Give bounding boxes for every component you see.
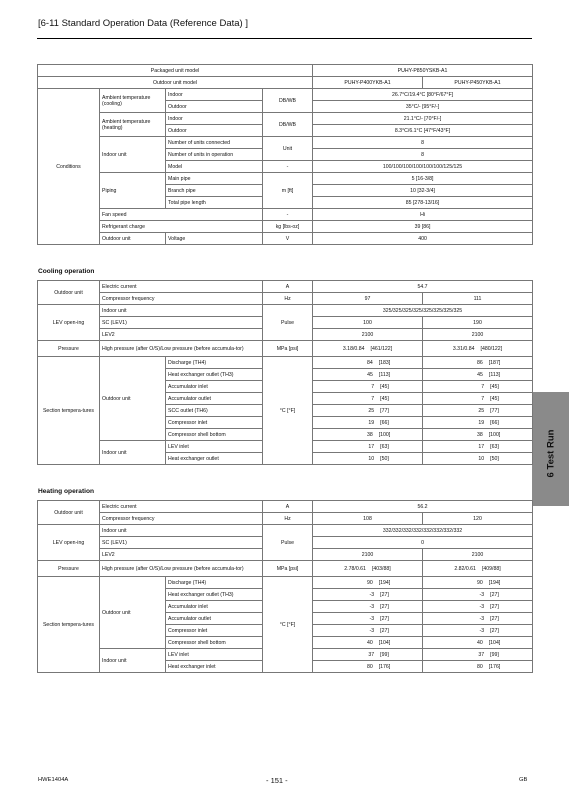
branch-pipe-value: 10 [32-3/4] [313,185,533,197]
cooling-pressure-unit: MPa [psi] [263,341,313,357]
value-number: 7 [371,383,375,390]
value-imperial: [45] [490,383,499,390]
temp-value-b [423,405,533,417]
cooling-lev-label: LEV open-ing [38,305,100,341]
cooling-temps-outdoor-label: Outdoor unit [100,357,166,441]
value-number: 80 [366,663,373,670]
heating-pulse-unit: Pulse [263,525,313,561]
temp-point-label: LEV inlet [166,649,263,661]
page-header-title: [6-11 Standard Operation Data (Reference Data) ] [38,18,248,29]
value-imperial: [183] [378,359,391,366]
heating-freq-label: Compressor frequency [100,513,263,525]
temp-value-a [313,637,423,649]
heating-temps-indoor-label: Indoor unit [100,649,166,673]
cooling-freq-unit: Hz [263,293,313,305]
value-imperial: [176] [488,663,501,670]
cooling-current-unit: A [263,281,313,293]
temp-value-a [313,589,423,601]
value-imperial: [66] [490,419,499,426]
temp-value-a [313,429,423,441]
value-number: -3 [369,603,375,610]
heating-sc-label: SC (LEV1) [100,537,263,549]
value-imperial: [176] [378,663,391,670]
cooling-pressure-b [423,341,533,357]
temp-value-b [423,381,533,393]
heating-section-title: Heating operation [38,488,95,495]
value-imperial: [100] [378,431,391,438]
value-imperial: [99] [490,651,499,658]
cooling-lev-indoor-value: 325/325/325/325/325/325/325/325 [313,305,533,317]
footer-region: GB [519,777,528,783]
heating-temps-body [38,577,533,673]
heating-current-unit: A [263,501,313,513]
value-number: 37 [478,651,485,658]
value-imperial: [27] [490,603,499,610]
temp-value-b [423,637,533,649]
temp-point-label: Accumulator outlet [166,613,263,625]
value-number: 86 [476,359,483,366]
heating-sc-value: 0 [313,537,533,549]
temp-value-a [313,405,423,417]
heating-lev2-b: 2100 [423,549,533,561]
heating-freq-unit: Hz [263,513,313,525]
cooling-outdoor-unit-label: Outdoor unit [38,281,100,305]
value-imperial: [27] [380,591,389,598]
temp-point-label: Compressor shell bottom [166,637,263,649]
main-pipe-label: Main pipe [166,173,263,185]
value-number: -3 [479,603,485,610]
value-imperial: [27] [380,615,389,622]
model-unit: - [263,161,313,173]
value-imperial: [194] [488,579,501,586]
temp-point-label: Heat exchanger outlet [166,453,263,465]
outdoor-model-label: Outdoor unit model [38,77,313,89]
temp-value-a [313,417,423,429]
value-imperial: [187] [488,359,501,366]
temp-point-label: Accumulator outlet [166,393,263,405]
temp-point-label: Compressor inlet [166,625,263,637]
temp-row [38,357,533,369]
cooling-temp-unit: °C [°F] [263,357,313,465]
value-number: 7 [481,383,485,390]
value-number: 80 [476,663,483,670]
temp-point-label: Heat exchanger inlet [166,661,263,673]
value-number: 38 [476,431,483,438]
heating-temps-outdoor-label: Outdoor unit [100,577,166,649]
refrigerant-charge-unit: kg [lbs-oz] [263,221,313,233]
model-value: 100/100/100/100/100/100/125/125 [313,161,533,173]
temp-value-b [423,613,533,625]
cooling-section-temps-label: Section tempera-tures [38,357,100,465]
cooling-indoor-value: 26.7°C/19.4°C [80°F/67°F] [313,89,533,101]
cooling-lev2-a: 2100 [313,329,423,341]
refrigerant-charge-label: Refrigerant charge [100,221,263,233]
temp-value-a [313,453,423,465]
value-imperial: [461/122] [370,345,393,352]
value-number: 17 [368,443,375,450]
branch-pipe-label: Branch pipe [166,185,263,197]
temp-point-label: Compressor shell bottom [166,429,263,441]
value-number: 84 [366,359,373,366]
value-number: 37 [368,651,375,658]
value-number: 40 [366,639,373,646]
heating-pressure-desc: High pressure (after O/S)/Low pressure (before accumula-tor) [100,561,263,577]
heating-temp-unit: °C [°F] [263,577,313,673]
value-imperial: [50] [380,455,389,462]
value-imperial: [403/88] [371,565,391,572]
temp-row [38,577,533,589]
value-number: 3.18/0.84 [342,345,365,352]
cooling-freq-b: 111 [423,293,533,305]
value-number: 2.78/0.61 [344,565,366,572]
outdoor-label: Outdoor [166,125,263,137]
value-imperial: [63] [490,443,499,450]
value-imperial: [113] [488,371,501,378]
cooling-current-value: 54.7 [313,281,533,293]
temp-value-a [313,577,423,589]
heating-table [37,500,533,673]
cooling-lev-indoor-label: Indoor unit [100,305,263,317]
fan-speed-label: Fan speed [100,209,263,221]
heating-current-label: Electric current [100,501,263,513]
cooling-section-title: Cooling operation [38,268,95,275]
side-tab-label: 6 Test Run [545,429,557,478]
cooling-freq-label: Compressor frequency [100,293,263,305]
main-pipe-value: 5 [16-3/8] [313,173,533,185]
value-number: 2.82/0.61 [454,565,476,572]
heating-outdoor-value: 8.3°C/6.1°C [47°F/43°F] [313,125,533,137]
ambient-cooling-label: Ambient temperature (cooling) [100,89,166,113]
ambient-heating-label: Ambient temperature (heating) [100,113,166,137]
indoor-unit-label: Indoor unit [100,137,166,173]
temp-point-label: Heat exchanger outlet (TH3) [166,369,263,381]
unit-unit: Unit [263,137,313,161]
temp-point-label: Heat exchanger outlet (TH3) [166,589,263,601]
value-imperial: [27] [490,615,499,622]
value-number: 7 [371,395,375,402]
cooling-sc-a: 100 [313,317,423,329]
cooling-temps-indoor-label: Indoor unit [100,441,166,465]
temp-value-a [313,601,423,613]
dbwb-unit: DB/WB [263,113,313,137]
indoor-label: Indoor [166,89,263,101]
value-imperial: [27] [380,603,389,610]
conditions-group-label: Conditions [38,89,100,245]
value-number: 90 [366,579,373,586]
temp-value-a [313,357,423,369]
temp-point-label: Accumulator inlet [166,601,263,613]
fan-speed-unit: - [263,209,313,221]
temp-point-label: Discharge (TH4) [166,357,263,369]
temp-value-b [423,649,533,661]
value-number: 3.31/0.84 [452,345,475,352]
value-number: -3 [479,591,485,598]
piping-label: Piping [100,173,166,209]
temp-value-a [313,613,423,625]
temp-value-b [423,369,533,381]
voltage-value: 400 [313,233,533,245]
heating-lev-indoor-value: 332/332/332/332/332/332/332/332 [313,525,533,537]
value-number: -3 [369,615,375,622]
temp-value-a [313,393,423,405]
footer-doc-code: HWE1404A [38,777,69,783]
temp-value-b [423,625,533,637]
cooling-pressure-desc: High pressure (after O/S)/Low pressure (before accumula-tor) [100,341,263,357]
heating-current-value: 56.2 [313,501,533,513]
cooling-pressure-label: Pressure [38,341,100,357]
cooling-lev2-label: LEV2 [100,329,263,341]
cooling-lev2-b: 2100 [423,329,533,341]
value-imperial: [27] [490,627,499,634]
value-imperial: [104] [488,639,501,646]
value-number: 40 [476,639,483,646]
heating-lev-label: LEV open-ing [38,525,100,561]
temp-value-b [423,577,533,589]
heating-outdoor-unit-label: Outdoor unit [38,501,100,525]
temp-value-b [423,589,533,601]
value-imperial: [45] [380,383,389,390]
value-imperial: [100] [488,431,501,438]
value-number: -3 [479,627,485,634]
total-pipe-label: Total pipe length [166,197,263,209]
value-number: 17 [478,443,485,450]
temp-value-b [423,453,533,465]
temp-value-a [313,441,423,453]
outdoor-model-a: PUHY-P400YKB-A1 [313,77,423,89]
conditions-table [37,64,533,245]
value-number: -3 [369,627,375,634]
temp-point-label: Accumulator inlet [166,381,263,393]
temp-value-b [423,661,533,673]
temp-point-label: Discharge (TH4) [166,577,263,589]
value-imperial: [480/122] [480,345,503,352]
value-imperial: [77] [380,407,389,414]
value-number: 19 [368,419,375,426]
units-connected-value: 8 [313,137,533,149]
value-number: 25 [368,407,375,414]
footer-page-number: - 151 - [266,776,288,785]
heating-pressure-label: Pressure [38,561,100,577]
heating-pressure-a [313,561,423,577]
temp-value-a [313,369,423,381]
value-imperial: [45] [490,395,499,402]
temp-point-label: SCC outlet (TH6) [166,405,263,417]
voltage-unit: V [263,233,313,245]
temp-value-b [423,429,533,441]
value-number: 10 [368,455,375,462]
units-operation-label: Number of units in operation [166,149,263,161]
units-operation-value: 8 [313,149,533,161]
value-imperial: [113] [378,371,391,378]
value-imperial: [45] [380,395,389,402]
cooling-table [37,280,533,465]
packaged-model-label: Packaged unit model [38,65,313,77]
value-imperial: [194] [378,579,391,586]
heating-lev2-a: 2100 [313,549,423,561]
cooling-pressure-a [313,341,423,357]
heating-freq-b: 120 [423,513,533,525]
value-number: 45 [477,371,483,378]
heating-pressure-unit: MPa [psi] [263,561,313,577]
value-imperial: [50] [490,455,499,462]
value-number: -3 [369,591,375,598]
cooling-sc-label: SC (LEV1) [100,317,263,329]
fan-speed-value: Hi [313,209,533,221]
value-imperial: [409/88] [481,565,501,572]
value-number: 25 [478,407,485,414]
value-imperial: [27] [380,627,389,634]
value-number: 38 [366,431,373,438]
value-number: 19 [478,419,485,426]
cooling-outdoor-value: 35°C/- [95°F/-] [313,101,533,113]
temp-value-a [313,381,423,393]
value-imperial: [99] [380,651,389,658]
units-connected-label: Number of units connected [166,137,263,149]
value-imperial: [63] [380,443,389,450]
heating-indoor-value: 21.1°C/- [70°F/-] [313,113,533,125]
value-number: -3 [479,615,485,622]
value-number: 10 [478,455,485,462]
piping-unit: m [ft] [263,173,313,209]
temp-value-b [423,417,533,429]
temp-value-b [423,357,533,369]
outdoor-label: Outdoor [166,101,263,113]
value-imperial: [77] [490,407,499,414]
cooling-pulse-unit: Pulse [263,305,313,341]
cooling-freq-a: 97 [313,293,423,305]
cooling-current-label: Electric current [100,281,263,293]
temp-value-b [423,601,533,613]
heating-section-temps-label: Section tempera-tures [38,577,100,673]
temp-point-label: Compressor inlet [166,417,263,429]
indoor-label: Indoor [166,113,263,125]
value-imperial: [27] [490,591,499,598]
value-number: 45 [367,371,373,378]
heating-lev-indoor-label: Indoor unit [100,525,263,537]
temp-value-a [313,625,423,637]
voltage-label: Voltage [166,233,263,245]
packaged-model-value: PUHY-P850YSKB-A1 [313,65,533,77]
header-rule [37,38,532,39]
dbwb-unit: DB/WB [263,89,313,113]
outdoor-unit-label: Outdoor unit [100,233,166,245]
cooling-temps-body [38,357,533,465]
value-number: 90 [476,579,483,586]
temp-value-b [423,441,533,453]
value-imperial: [104] [378,639,391,646]
value-imperial: [66] [380,419,389,426]
total-pipe-value: 85 [278-13/16] [313,197,533,209]
heating-lev2-label: LEV2 [100,549,263,561]
temp-value-b [423,393,533,405]
value-number: 7 [481,395,485,402]
cooling-sc-b: 190 [423,317,533,329]
model-label: Model [166,161,263,173]
temp-value-a [313,649,423,661]
outdoor-model-b: PUHY-P450YKB-A1 [423,77,533,89]
refrigerant-charge-value: 39 [86] [313,221,533,233]
temp-value-a [313,661,423,673]
heating-pressure-b [423,561,533,577]
temp-point-label: LEV inlet [166,441,263,453]
heating-freq-a: 108 [313,513,423,525]
